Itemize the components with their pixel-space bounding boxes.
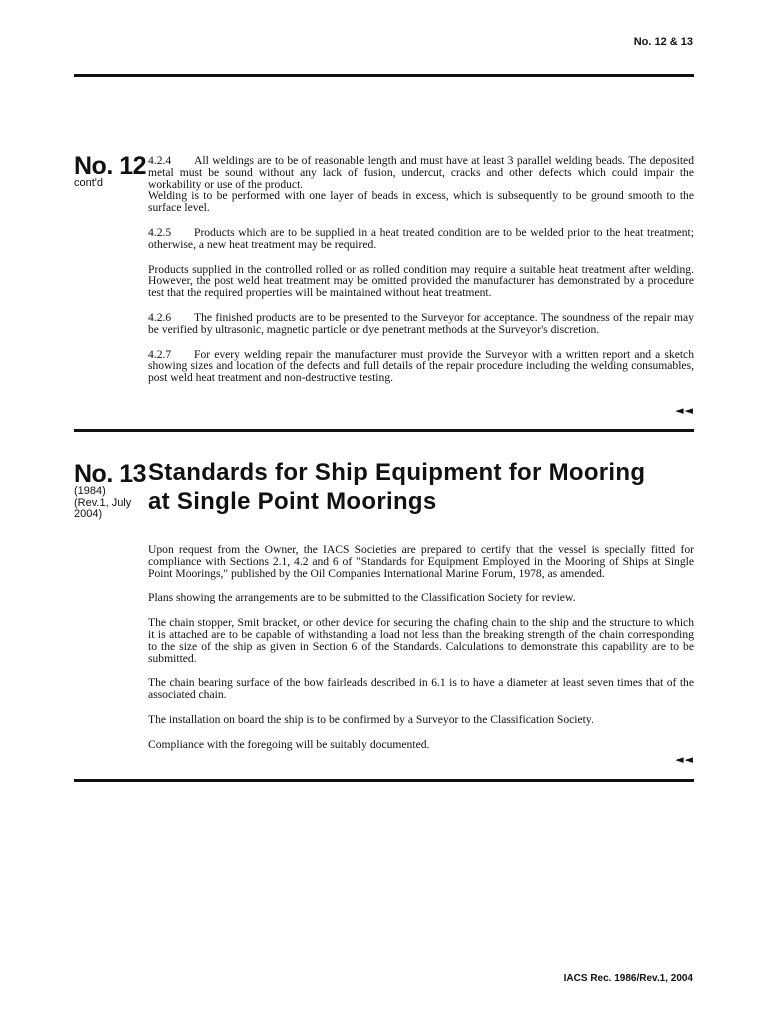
header-divider	[74, 74, 694, 77]
section-12-body	[148, 155, 694, 384]
paragraph-chain-stopper: The chain stopper, Smit bracket, or other device for securing the chafing chain to the ship and the structure to which it is attached are to be capable of withstanding a load not less than the breaking strength of the chain corresponding to the size of the ship as given in Section 6 of the Standards. Calculations to demonstrate this capability are to be submitted.	[148, 616, 694, 665]
section-13-end-mark: ◄◄	[675, 753, 694, 766]
section-13-revision-date: 2004)	[74, 508, 103, 520]
section-12-end-mark: ◄◄	[675, 404, 694, 417]
paragraph-4-2-4	[148, 155, 694, 190]
paragraph-4-2-6	[148, 312, 694, 336]
clause-number: 4.2.7	[148, 347, 172, 361]
clause-text: The finished products are to be presented to the Surveyor for acceptance. The soundness of the repair may be verified by ultrasonic, magnetic particle or dye penetrant methods at the Surveyor's discretion.	[148, 310, 694, 336]
title-line: Standards for Ship Equipment for Mooring	[148, 459, 646, 486]
paragraph-4-2-5-continued: Products supplied in the controlled rolled or as rolled condition may require a suitable heat treatment after welding. However, the post weld heat treatment may be omitted provided the manufacturer has demonstrated by a procedure test that the required properties will be maintained without heat treatment.	[148, 262, 694, 300]
paragraph-4-2-7	[148, 349, 694, 384]
section-divider	[74, 429, 694, 432]
clause-number: 4.2.6	[148, 310, 172, 324]
paragraph-fairleads: The chain bearing surface of the bow fairleads described in 6.1 is to have a diameter at least seven times that of the associated chain.	[148, 676, 694, 702]
title-line: at Single Point Moorings	[148, 488, 437, 515]
paragraph-request: Upon request from the Owner, the IACS Societies are prepared to certify that the vessel is specially fitted for compliance with Sections 2.1, 4.2 and 6 of "Standards for Equipment Employed in the Mooring of Ships at Single Point Moorings," published by the Oil Companies International Marine Forum, 1978, as amended.	[148, 543, 694, 580]
paragraph-plans: Plans showing the arrangements are to be submitted to the Classification Society for review.	[148, 591, 576, 605]
paragraph-4-2-5	[148, 227, 694, 251]
clause-number: 4.2.4	[148, 154, 172, 167]
section-13-title	[148, 458, 708, 516]
footer-doc-ref: IACS Rec. 1986/Rev.1, 2004	[563, 973, 693, 984]
clause-text: For every welding repair the manufacturer must provide the Surveyor with a written report and a sketch showing sizes and location of the defects and full details of the repair procedure including the welding consumables, post weld heat treatment and non-destructive testing.	[148, 347, 694, 385]
clause-number: 4.2.5	[148, 225, 172, 239]
clause-text: All weldings are to be of reasonable length and must have at least 3 parallel welding beads. The deposited metal must be sound without any lack of fusion, undercut, cracks and other defects which could impair the workability or use of the product.	[148, 154, 694, 191]
paragraph-4-2-4-continued: Welding is to be performed with one layer of beads in excess, which is subsequently to be ground smooth to the surface level.	[148, 189, 694, 215]
paragraph-installation: The installation on board the ship is to be confirmed by a Surveyor to the Classification Society.	[148, 712, 594, 726]
section-13-revision: (Rev.1, July	[74, 497, 132, 509]
section-divider	[74, 779, 694, 782]
section-13-year: (1984)	[74, 485, 106, 497]
paragraph-compliance: Compliance with the foregoing will be suitably documented.	[148, 737, 430, 751]
section-12-number: No. 12	[74, 152, 147, 180]
clause-text: Products which are to be supplied in a heat treated condition are to be welded prior to the heat treatment; otherwise, a new heat treatment may be required.	[148, 225, 694, 251]
section-13-number: No. 13	[74, 460, 147, 488]
section-12-contd-label: cont'd	[74, 177, 104, 189]
header-doc-ref: No. 12 & 13	[633, 36, 693, 48]
section-13-body	[148, 544, 694, 751]
